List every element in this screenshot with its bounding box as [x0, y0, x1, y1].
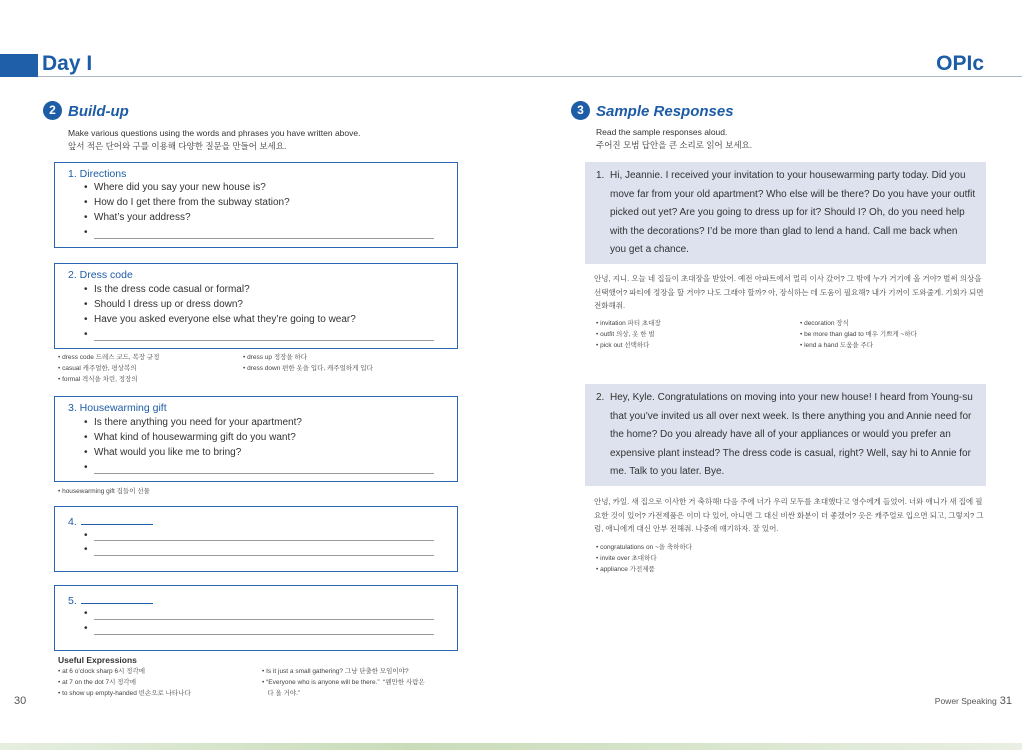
box-title: 4. [68, 515, 153, 528]
day-title: Day I [42, 52, 93, 75]
question-item: • Is there anything you need for your apartment? [84, 417, 302, 428]
blank-question-bullet: • [84, 329, 88, 340]
question-box-4 [54, 506, 458, 572]
box-title: 3. Housewarming gift [68, 402, 167, 414]
page-footer-right [935, 695, 1012, 707]
header-rule [38, 76, 1022, 77]
blank-question-bullet: • [84, 462, 88, 473]
sample-responses-heading: Sample Responses [596, 103, 734, 120]
question-item: • What kind of housewarming gift do you want? [84, 432, 296, 443]
question-box-5 [54, 585, 458, 651]
response-1-vocab-left: • invitation 파티 초대장 • outfit 의상, 옷 한 벌 • pick out 선택하다 [596, 320, 661, 349]
question-item: • What would you like me to bring? [84, 447, 242, 458]
question-item: • Is the dress code casual or formal? [84, 284, 250, 295]
response-1-vocab-right: • decoration 장식 • be more than glad to 매우 기쁘게 ~하다 • lend a hand 도움을 주다 [800, 320, 917, 349]
blank-question-bullet: • [84, 530, 88, 541]
blank-question-bullet: • [84, 623, 88, 634]
vocab-dress-left: • dress code 드레스 코드, 복장 규정 • casual 캐주얼한, 평상복의 • formal 격식을 차린, 정장의 [58, 354, 160, 383]
answer-line[interactable] [94, 340, 434, 341]
useful-expressions-title: Useful Expressions [58, 655, 137, 665]
instruction-english: Read the sample responses aloud. [596, 127, 728, 137]
question-item: • Should I dress up or dress down? [84, 299, 243, 310]
response-text: 2. Hey, Kyle. Congratulations on moving into your new house! I heard from Young-su that you’ve invited us all over next week. Is there anything you and Annie need for the home? Do you already have all of your appliances or would you prefer an expensive plant instead? The dress code is casual, right? Well, say hi to Annie for me. Talk to you later. Bye. [610, 389, 976, 482]
answer-line[interactable] [94, 238, 434, 239]
page-number-left: 30 [14, 695, 27, 707]
question-box-housewarming-gift [54, 396, 458, 482]
useful-expressions-right: • Is it just a small gathering? 그냥 단출한 모임이야? • “Everyone who is anyone will be there.” “웬만한 사람은 다 올 거야.” [262, 668, 425, 697]
section-number-badge: 2 [43, 101, 62, 120]
sample-response-1 [585, 162, 986, 264]
build-up-heading: Build-up [68, 103, 129, 120]
question-item: • Where did you say your new house is? [84, 182, 266, 193]
response-2-vocab: • congratulations on ~을 축하하다 • invite over 초대하다 • appliance 가전제품 [596, 544, 693, 573]
answer-line[interactable] [94, 473, 434, 474]
blank-question-bullet: • [84, 544, 88, 555]
response-text: 1. Hi, Jeannie. I received your invitation to your housewarming party today. Did you move far from your old apartment? Who else will be there? Do you have your outfit picked out yet? Are you going to dress up for it? Should I? Oh, do you need help with the decorations? I’d be more than glad to lend a hand. Call me back when you get a chance. [610, 167, 976, 260]
box-title: 5. [68, 594, 153, 607]
header-accent-block [0, 54, 38, 77]
footer-gradient-bar [0, 743, 1022, 750]
korean-translation-1: 안녕, 지니. 오늘 네 집들이 초대장을 받았어. 예전 아파트에서 멀리 이사 갔어? 그 밖에 누가 거기에 올 거야? 벌써 의상을 선택했어? 파티에 정장을 할 거야? 나도 그래야 할까? 아, 장식하는 데 도움이 필요해? 내가 기꺼이 도와줄게. 기회가 되면 전화해줘. [594, 274, 984, 310]
instruction-korean: 앞서 적은 단어와 구를 이용해 다양한 질문을 만들어 보세요. [68, 141, 287, 151]
box-title: 1. Directions [68, 168, 127, 180]
title-blank[interactable] [81, 594, 153, 604]
response-number: 2. [596, 392, 605, 403]
answer-line[interactable] [94, 634, 434, 635]
useful-expressions-left: • at 6 o’clock sharp 6시 정각에 • at 7 on the dot 7시 정각에 • to show up empty-handed 빈손으로 나타나다 [58, 668, 191, 697]
response-number: 1. [596, 170, 605, 181]
vocab-gift: • housewarming gift 집들이 선물 [58, 488, 150, 495]
section-number-badge: 3 [571, 101, 590, 120]
sample-response-2 [585, 384, 986, 486]
blank-question-bullet: • [84, 608, 88, 619]
answer-line[interactable] [94, 540, 434, 541]
question-item: • What’s your address? [84, 212, 191, 223]
korean-translation-2: 안녕, 카일. 새 집으로 이사한 거 축하해! 다음 주에 너가 우리 모두를 초대했다고 영수에게 들었어. 너와 애니가 새 집에 필 요한 것이 있어? 가전제품은 이미 다 있어, 아니면 그 대신 비싼 화분이 더 좋겠어? 옷은 캐주얼로 입으면 되고, 그렇지? 그 럼, 애니에게 대신 안부 전해줘. 나중에 얘기하자. 잘 있어. [594, 497, 984, 533]
build-up-instructions [68, 127, 360, 153]
question-item: • How do I get there from the subway station? [84, 197, 290, 208]
instruction-english: Make various questions using the words and phrases you have written above. [68, 128, 361, 138]
title-blank[interactable] [81, 515, 153, 525]
vocab-dress-right: • dress up 정장을 하다 • dress down 편한 옷을 입다, 캐주얼하게 입다 [243, 354, 373, 372]
box-title: 2. Dress code [68, 269, 133, 281]
brand-name: Power Speaking [934, 696, 997, 706]
instruction-korean: 주어진 모범 답안을 큰 소리로 읽어 보세요. [596, 140, 753, 150]
question-item: • Have you asked everyone else what they’re going to wear? [84, 314, 356, 325]
question-box-directions [54, 162, 458, 248]
sample-instructions [596, 126, 752, 152]
question-box-dress-code [54, 263, 458, 349]
page-number-right: 31 [999, 695, 1012, 707]
answer-line[interactable] [94, 555, 434, 556]
opic-title: OPIc [936, 52, 984, 75]
blank-question-bullet: • [84, 227, 88, 238]
answer-line[interactable] [94, 619, 434, 620]
